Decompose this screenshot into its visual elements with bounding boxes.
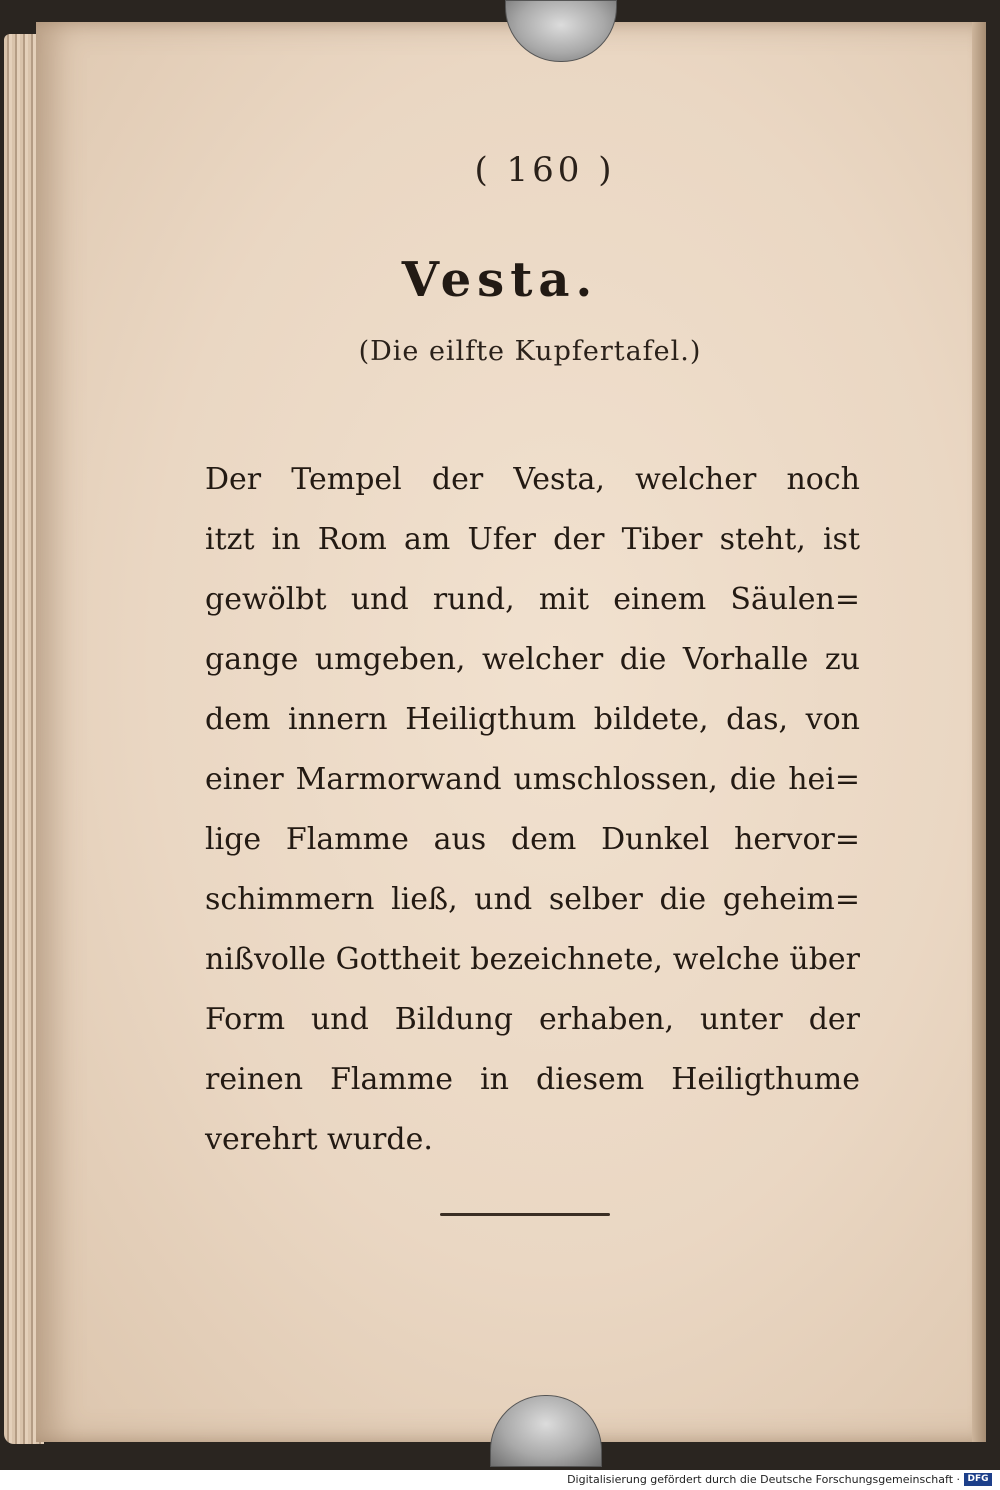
text-line: verehrt wurde. — [205, 1122, 433, 1157]
footer-credit: Digitalisierung gefördert durch die Deutsche Forschungsgemeinschaft · — [567, 1473, 960, 1486]
page-right-edge — [972, 22, 986, 1442]
section-rule — [440, 1213, 610, 1216]
page-subtitle: (Die eilfte Kupfertafel.) — [358, 336, 702, 367]
page-number: ( 160 ) — [474, 150, 616, 190]
text-line: einer Marmorwand umschlossen, die hei= — [205, 762, 860, 797]
text-line: gewölbt und rund, mit einem Säulen= — [205, 582, 860, 617]
text-line: nißvolle Gottheit bezeichnete, welche über — [205, 942, 860, 977]
text-line: lige Flamme aus dem Dunkel hervor= — [205, 822, 860, 857]
text-line: schimmern ließ, und selber die geheim= — [205, 882, 860, 917]
text-line: itzt in Rom am Ufer der Tiber steht, ist — [205, 522, 860, 557]
body-text — [205, 450, 860, 1170]
text-line: dem innern Heiligthum bildete, das, von — [205, 702, 860, 737]
page-title: Vesta. — [401, 252, 599, 308]
footer-bar — [0, 1470, 1000, 1490]
text-line: Der Tempel der Vesta, welcher noch — [205, 462, 860, 497]
text-line: gange umgeben, welcher die Vorhalle zu — [205, 642, 860, 677]
text-line: Form und Bildung erhaben, unter der — [205, 1002, 860, 1037]
dfg-logo: DFG — [964, 1473, 992, 1486]
text-line: reinen Flamme in diesem Heiligthume — [205, 1062, 860, 1097]
